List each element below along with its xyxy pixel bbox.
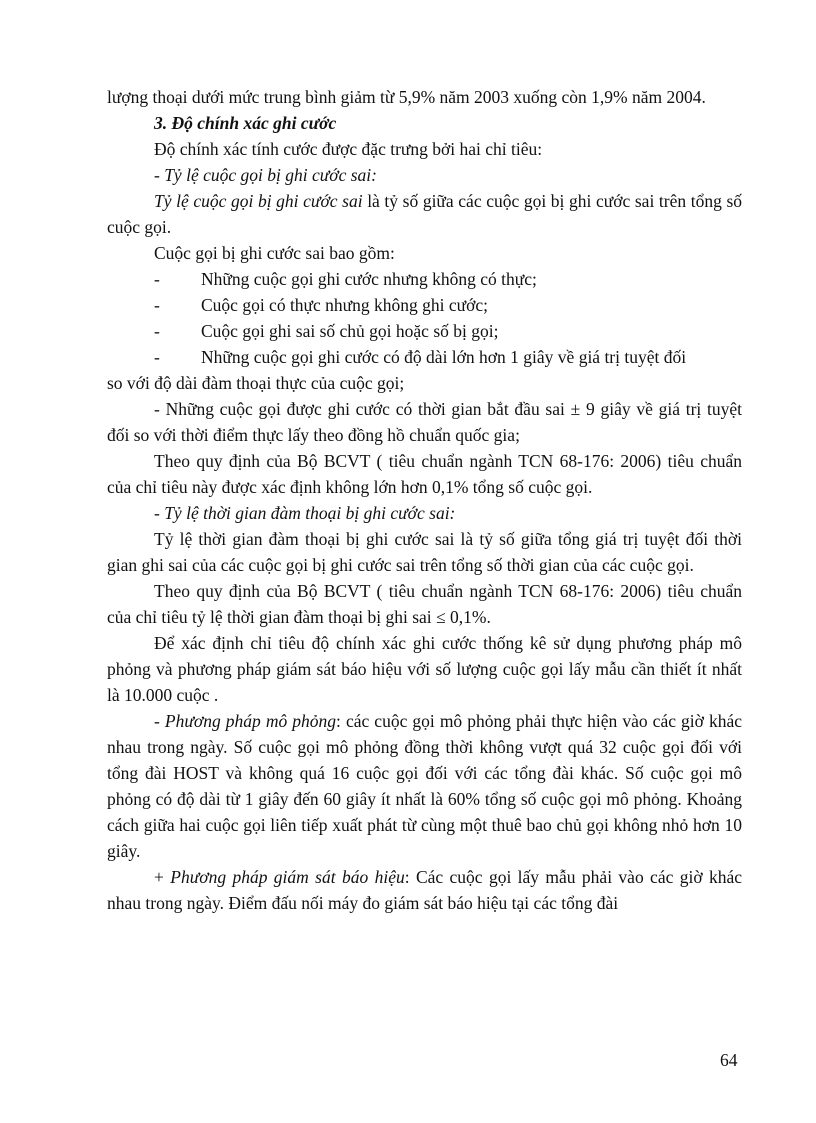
simulation-text: : các cuộc gọi mô phỏng phải thực hiện vào các giờ khác nhau trong ngày. Số cuộc gọi mô phỏng đồng thời không vượt quá 32 cuộc gọi đối với tổng đài HOST và không quá 16 cuộc gọi đối với các tổng đài khác. Số cuộc gọi mô phỏng có độ dài từ 1 giây đến 60 giây ít nhất là 60% tổng số cuộc gọi mô phỏng. Khoảng cách giữa hai cuộc gọi liên tiếp xuất phát từ cùng một thuê bao chủ gọi không nhỏ hơn 10 giây. — [107, 711, 742, 861]
list-text: Cuộc gọi có thực nhưng không ghi cước; — [201, 295, 489, 315]
list-text: Cuộc gọi ghi sai số chủ gọi hoặc số bị gọi; — [201, 321, 499, 341]
list-item — [107, 318, 742, 344]
list-dash: - — [154, 321, 160, 341]
signaling-text: : Các cuộc gọi lấy mẫu phải vào các giờ khác nhau trong ngày. Điểm đấu nối máy đo giám sát báo hiệu tại các tổng đài — [107, 867, 742, 913]
paragraph-methods: Để xác định chỉ tiêu độ chính xác ghi cước thống kê sử dụng phương pháp mô phỏng và phương pháp giám sát báo hiệu với số lượng cuộc gọi lấy mẫu cần thiết ít nhất là 10.000 cuộc . — [107, 633, 742, 705]
list-text: Những cuộc gọi ghi cước có độ dài lớn hơn 1 giây về giá trị tuyệt đối — [201, 347, 687, 367]
paragraph-time-definition: Tỷ lệ thời gian đàm thoại bị ghi cước sai là tỷ số giữa tổng giá trị tuyệt đối thời gian ghi sai của các cuộc gọi bị ghi cước sai trên tổng số thời gian của các cuộc gọi. — [107, 529, 742, 575]
term-italic: Tỷ lệ cuộc gọi bị ghi cước sai — [154, 191, 363, 211]
paragraph-includes: Cuộc gọi bị ghi cước sai bao gồm: — [154, 243, 395, 263]
paragraph-simulation-method — [107, 708, 742, 864]
list-dash: - — [154, 269, 160, 289]
page-number: 64 — [720, 1050, 738, 1070]
simulation-term: - Phương pháp mô phỏng — [154, 711, 337, 731]
page-body — [107, 84, 742, 916]
paragraph-signaling-method — [107, 864, 742, 916]
list-item — [107, 266, 742, 292]
paragraph-intro: Độ chính xác tính cước được đặc trưng bởi hai chỉ tiêu: — [154, 139, 543, 159]
list-item — [107, 344, 742, 370]
paragraph-start-time: - Những cuộc gọi được ghi cước có thời gian bắt đầu sai ± 9 giây về giá trị tuyệt đối so với thời điểm thực lấy theo đồng hồ chuẩn quốc gia; — [107, 399, 742, 445]
definition-text: là tỷ số giữa các cuộc gọi bị ghi cước sai trên tổng số cuộc gọi. — [107, 191, 743, 237]
paragraph-regulation-1: Theo quy định của Bộ BCVT ( tiêu chuẩn ngành TCN 68-176: 2006) tiêu chuẩn của chỉ tiêu này được xác định không lớn hơn 0,1% tổng số cuộc gọi. — [107, 451, 742, 497]
subheading-wrong-time-ratio: - Tỷ lệ thời gian đàm thoại bị ghi cước sai: — [154, 503, 456, 523]
paragraph-definition — [107, 188, 742, 240]
list-dash: - — [154, 347, 160, 367]
list-text-continuation: so với độ dài đàm thoại thực của cuộc gọi; — [107, 373, 405, 393]
list-text: Những cuộc gọi ghi cước nhưng không có thực; — [201, 269, 537, 289]
signaling-term: Phương pháp giám sát báo hiệu — [170, 867, 405, 887]
subheading-wrong-call-ratio: - Tỷ lệ cuộc gọi bị ghi cước sai: — [154, 165, 377, 185]
section-heading: 3. Độ chính xác ghi cước — [154, 113, 337, 133]
paragraph-regulation-2: Theo quy định của Bộ BCVT ( tiêu chuẩn ngành TCN 68-176: 2006) tiêu chuẩn của chỉ tiêu tỷ lệ thời gian đàm thoại bị ghi sai ≤ 0,1%. — [107, 581, 742, 627]
plus-lead: + — [154, 867, 171, 887]
list-item — [107, 292, 742, 318]
list-dash: - — [154, 295, 160, 315]
paragraph-continuation: lượng thoại dưới mức trung bình giảm từ 5,9% năm 2003 xuống còn 1,9% năm 2004. — [107, 87, 706, 107]
